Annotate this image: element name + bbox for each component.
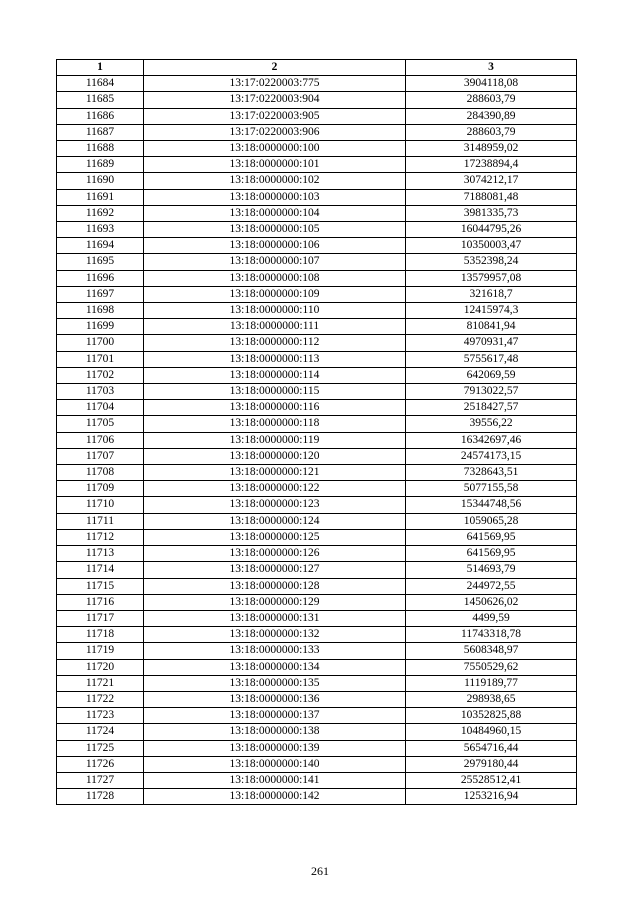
- table-cell: 11697: [57, 286, 144, 302]
- table-row: [57, 448, 577, 464]
- table-cell: 16342697,46: [406, 432, 577, 448]
- table-row: [57, 351, 577, 367]
- table-cell: 12415974,3: [406, 303, 577, 319]
- table-row: [57, 481, 577, 497]
- table-cell: 11689: [57, 157, 144, 173]
- table-row: [57, 578, 577, 594]
- table-cell: 3981335,73: [406, 205, 577, 221]
- table-cell: 514693,79: [406, 562, 577, 578]
- table-cell: 13:18:0000000:114: [144, 367, 406, 383]
- table-cell: 13:18:0000000:113: [144, 351, 406, 367]
- table-cell: 25528512,41: [406, 772, 577, 788]
- table-cell: 11700: [57, 335, 144, 351]
- table-row: [57, 141, 577, 157]
- table-cell: 13:18:0000000:122: [144, 481, 406, 497]
- table-cell: 11704: [57, 400, 144, 416]
- table-cell: 13:18:0000000:125: [144, 529, 406, 545]
- table-cell: 3148959,02: [406, 141, 577, 157]
- table-cell: 13:18:0000000:142: [144, 789, 406, 805]
- table-cell: 11716: [57, 594, 144, 610]
- table-cell: 13:18:0000000:120: [144, 448, 406, 464]
- column-header-2: 2: [144, 60, 406, 76]
- table-cell: 13:17:0220003:775: [144, 76, 406, 92]
- table-row: [57, 92, 577, 108]
- table-cell: 11699: [57, 319, 144, 335]
- table-cell: 13:18:0000000:137: [144, 708, 406, 724]
- table-row: [57, 108, 577, 124]
- table-cell: 13:18:0000000:140: [144, 756, 406, 772]
- table-cell: 13579957,08: [406, 270, 577, 286]
- table-cell: 11693: [57, 222, 144, 238]
- table-row: [57, 708, 577, 724]
- table-cell: 3074212,17: [406, 173, 577, 189]
- table-cell: 11725: [57, 740, 144, 756]
- table-cell: 13:18:0000000:105: [144, 222, 406, 238]
- table-cell: 4970931,47: [406, 335, 577, 351]
- table-row: [57, 627, 577, 643]
- table-row: [57, 772, 577, 788]
- table-cell: 11706: [57, 432, 144, 448]
- table-cell: 11703: [57, 384, 144, 400]
- table-cell: 13:18:0000000:128: [144, 578, 406, 594]
- table-row: [57, 756, 577, 772]
- table-cell: 11707: [57, 448, 144, 464]
- table-cell: 5608348,97: [406, 643, 577, 659]
- table-cell: 11721: [57, 675, 144, 691]
- table-row: [57, 610, 577, 626]
- table-cell: 11722: [57, 691, 144, 707]
- page-number: 261: [311, 864, 329, 878]
- table-cell: 13:18:0000000:132: [144, 627, 406, 643]
- table-cell: 11695: [57, 254, 144, 270]
- table-cell: 13:18:0000000:100: [144, 141, 406, 157]
- table-cell: 13:18:0000000:139: [144, 740, 406, 756]
- table-row: [57, 76, 577, 92]
- table-row: [57, 789, 577, 805]
- table-cell: 5077155,58: [406, 481, 577, 497]
- table-body: [57, 76, 577, 805]
- table-cell: 7550529,62: [406, 659, 577, 675]
- table-cell: 11710: [57, 497, 144, 513]
- table-cell: 11691: [57, 189, 144, 205]
- table-cell: 13:18:0000000:109: [144, 286, 406, 302]
- table-cell: 13:18:0000000:101: [144, 157, 406, 173]
- table-cell: 7913022,57: [406, 384, 577, 400]
- table-cell: 2979180,44: [406, 756, 577, 772]
- table-cell: 11715: [57, 578, 144, 594]
- table-cell: 13:18:0000000:106: [144, 238, 406, 254]
- table-cell: 13:18:0000000:111: [144, 319, 406, 335]
- table-cell: 1059065,28: [406, 513, 577, 529]
- table-row: [57, 529, 577, 545]
- table-cell: 11743318,78: [406, 627, 577, 643]
- table-cell: 11686: [57, 108, 144, 124]
- table-row: [57, 270, 577, 286]
- table-cell: 11727: [57, 772, 144, 788]
- table-cell: 13:18:0000000:141: [144, 772, 406, 788]
- table-row: [57, 189, 577, 205]
- table-cell: 10484960,15: [406, 724, 577, 740]
- table-cell: 11687: [57, 124, 144, 140]
- table-cell: 13:18:0000000:127: [144, 562, 406, 578]
- table-cell: 11701: [57, 351, 144, 367]
- table-cell: 13:18:0000000:102: [144, 173, 406, 189]
- table-row: [57, 319, 577, 335]
- table-row: [57, 675, 577, 691]
- table-cell: 13:18:0000000:119: [144, 432, 406, 448]
- table-cell: 13:17:0220003:905: [144, 108, 406, 124]
- table-cell: 13:18:0000000:110: [144, 303, 406, 319]
- table-row: [57, 254, 577, 270]
- table-cell: 10350003,47: [406, 238, 577, 254]
- table-row: [57, 416, 577, 432]
- table-row: [57, 432, 577, 448]
- table-cell: 4499,59: [406, 610, 577, 626]
- table-row: [57, 173, 577, 189]
- table-cell: 11684: [57, 76, 144, 92]
- table-cell: 11688: [57, 141, 144, 157]
- data-table: [56, 59, 577, 805]
- table-row: [57, 643, 577, 659]
- table-cell: 810841,94: [406, 319, 577, 335]
- table-row: [57, 465, 577, 481]
- table-row: [57, 238, 577, 254]
- table-row: [57, 546, 577, 562]
- table-cell: 13:18:0000000:107: [144, 254, 406, 270]
- table-cell: 24574173,15: [406, 448, 577, 464]
- table-row: [57, 367, 577, 383]
- table-cell: 5654716,44: [406, 740, 577, 756]
- table-cell: 11714: [57, 562, 144, 578]
- table-cell: 11708: [57, 465, 144, 481]
- column-header-1: 1: [57, 60, 144, 76]
- table-cell: 11724: [57, 724, 144, 740]
- table-cell: 11726: [57, 756, 144, 772]
- table-cell: 13:18:0000000:116: [144, 400, 406, 416]
- table-header-row: [57, 60, 577, 76]
- table-cell: 13:18:0000000:135: [144, 675, 406, 691]
- table-cell: 11719: [57, 643, 144, 659]
- table-cell: 13:18:0000000:123: [144, 497, 406, 513]
- table-row: [57, 497, 577, 513]
- table-row: [57, 691, 577, 707]
- table-row: [57, 740, 577, 756]
- table-cell: 288603,79: [406, 92, 577, 108]
- table-row: [57, 222, 577, 238]
- table-cell: 11696: [57, 270, 144, 286]
- table-row: [57, 335, 577, 351]
- table-cell: 13:18:0000000:129: [144, 594, 406, 610]
- table-row: [57, 659, 577, 675]
- table-cell: 1119189,77: [406, 675, 577, 691]
- table-cell: 13:18:0000000:121: [144, 465, 406, 481]
- table-cell: 7188081,48: [406, 189, 577, 205]
- table-cell: 11705: [57, 416, 144, 432]
- table-cell: 5352398,24: [406, 254, 577, 270]
- table-cell: 13:18:0000000:112: [144, 335, 406, 351]
- table-cell: 2518427,57: [406, 400, 577, 416]
- table-cell: 13:18:0000000:108: [144, 270, 406, 286]
- table-row: [57, 286, 577, 302]
- table-cell: 11690: [57, 173, 144, 189]
- table-row: [57, 384, 577, 400]
- table-cell: 13:18:0000000:124: [144, 513, 406, 529]
- table-cell: 13:17:0220003:904: [144, 92, 406, 108]
- table-cell: 13:18:0000000:131: [144, 610, 406, 626]
- table-cell: 1253216,94: [406, 789, 577, 805]
- table-cell: 13:18:0000000:126: [144, 546, 406, 562]
- table-cell: 11698: [57, 303, 144, 319]
- table-cell: 5755617,48: [406, 351, 577, 367]
- table-row: [57, 205, 577, 221]
- table-cell: 13:17:0220003:906: [144, 124, 406, 140]
- table-cell: 321618,7: [406, 286, 577, 302]
- table-cell: 11685: [57, 92, 144, 108]
- table-cell: 13:18:0000000:133: [144, 643, 406, 659]
- table-row: [57, 157, 577, 173]
- table-cell: 11694: [57, 238, 144, 254]
- table-cell: 13:18:0000000:104: [144, 205, 406, 221]
- table-cell: 13:18:0000000:136: [144, 691, 406, 707]
- table-row: [57, 124, 577, 140]
- table-cell: 288603,79: [406, 124, 577, 140]
- table-row: [57, 562, 577, 578]
- table-cell: 10352825,88: [406, 708, 577, 724]
- table-cell: 13:18:0000000:138: [144, 724, 406, 740]
- table-row: [57, 724, 577, 740]
- table-cell: 7328643,51: [406, 465, 577, 481]
- table-cell: 11723: [57, 708, 144, 724]
- column-header-3: 3: [406, 60, 577, 76]
- table-cell: 13:18:0000000:134: [144, 659, 406, 675]
- table-cell: 11712: [57, 529, 144, 545]
- table-cell: 641569,95: [406, 529, 577, 545]
- table-cell: 39556,22: [406, 416, 577, 432]
- table-cell: 1450626,02: [406, 594, 577, 610]
- table-cell: 16044795,26: [406, 222, 577, 238]
- table-cell: 11717: [57, 610, 144, 626]
- table-row: [57, 303, 577, 319]
- table-cell: 17238894,4: [406, 157, 577, 173]
- table-cell: 15344748,56: [406, 497, 577, 513]
- table-cell: 11711: [57, 513, 144, 529]
- table-cell: 642069,59: [406, 367, 577, 383]
- table-cell: 284390,89: [406, 108, 577, 124]
- table-row: [57, 594, 577, 610]
- table-cell: 244972,55: [406, 578, 577, 594]
- table-cell: 11692: [57, 205, 144, 221]
- table-row: [57, 513, 577, 529]
- table-cell: 13:18:0000000:115: [144, 384, 406, 400]
- table-cell: 298938,65: [406, 691, 577, 707]
- table-cell: 13:18:0000000:118: [144, 416, 406, 432]
- table-cell: 641569,95: [406, 546, 577, 562]
- table-cell: 11718: [57, 627, 144, 643]
- table-cell: 11728: [57, 789, 144, 805]
- table-cell: 11713: [57, 546, 144, 562]
- table-cell: 11709: [57, 481, 144, 497]
- table-cell: 11702: [57, 367, 144, 383]
- table-cell: 13:18:0000000:103: [144, 189, 406, 205]
- table-row: [57, 400, 577, 416]
- table-cell: 3904118,08: [406, 76, 577, 92]
- table-cell: 11720: [57, 659, 144, 675]
